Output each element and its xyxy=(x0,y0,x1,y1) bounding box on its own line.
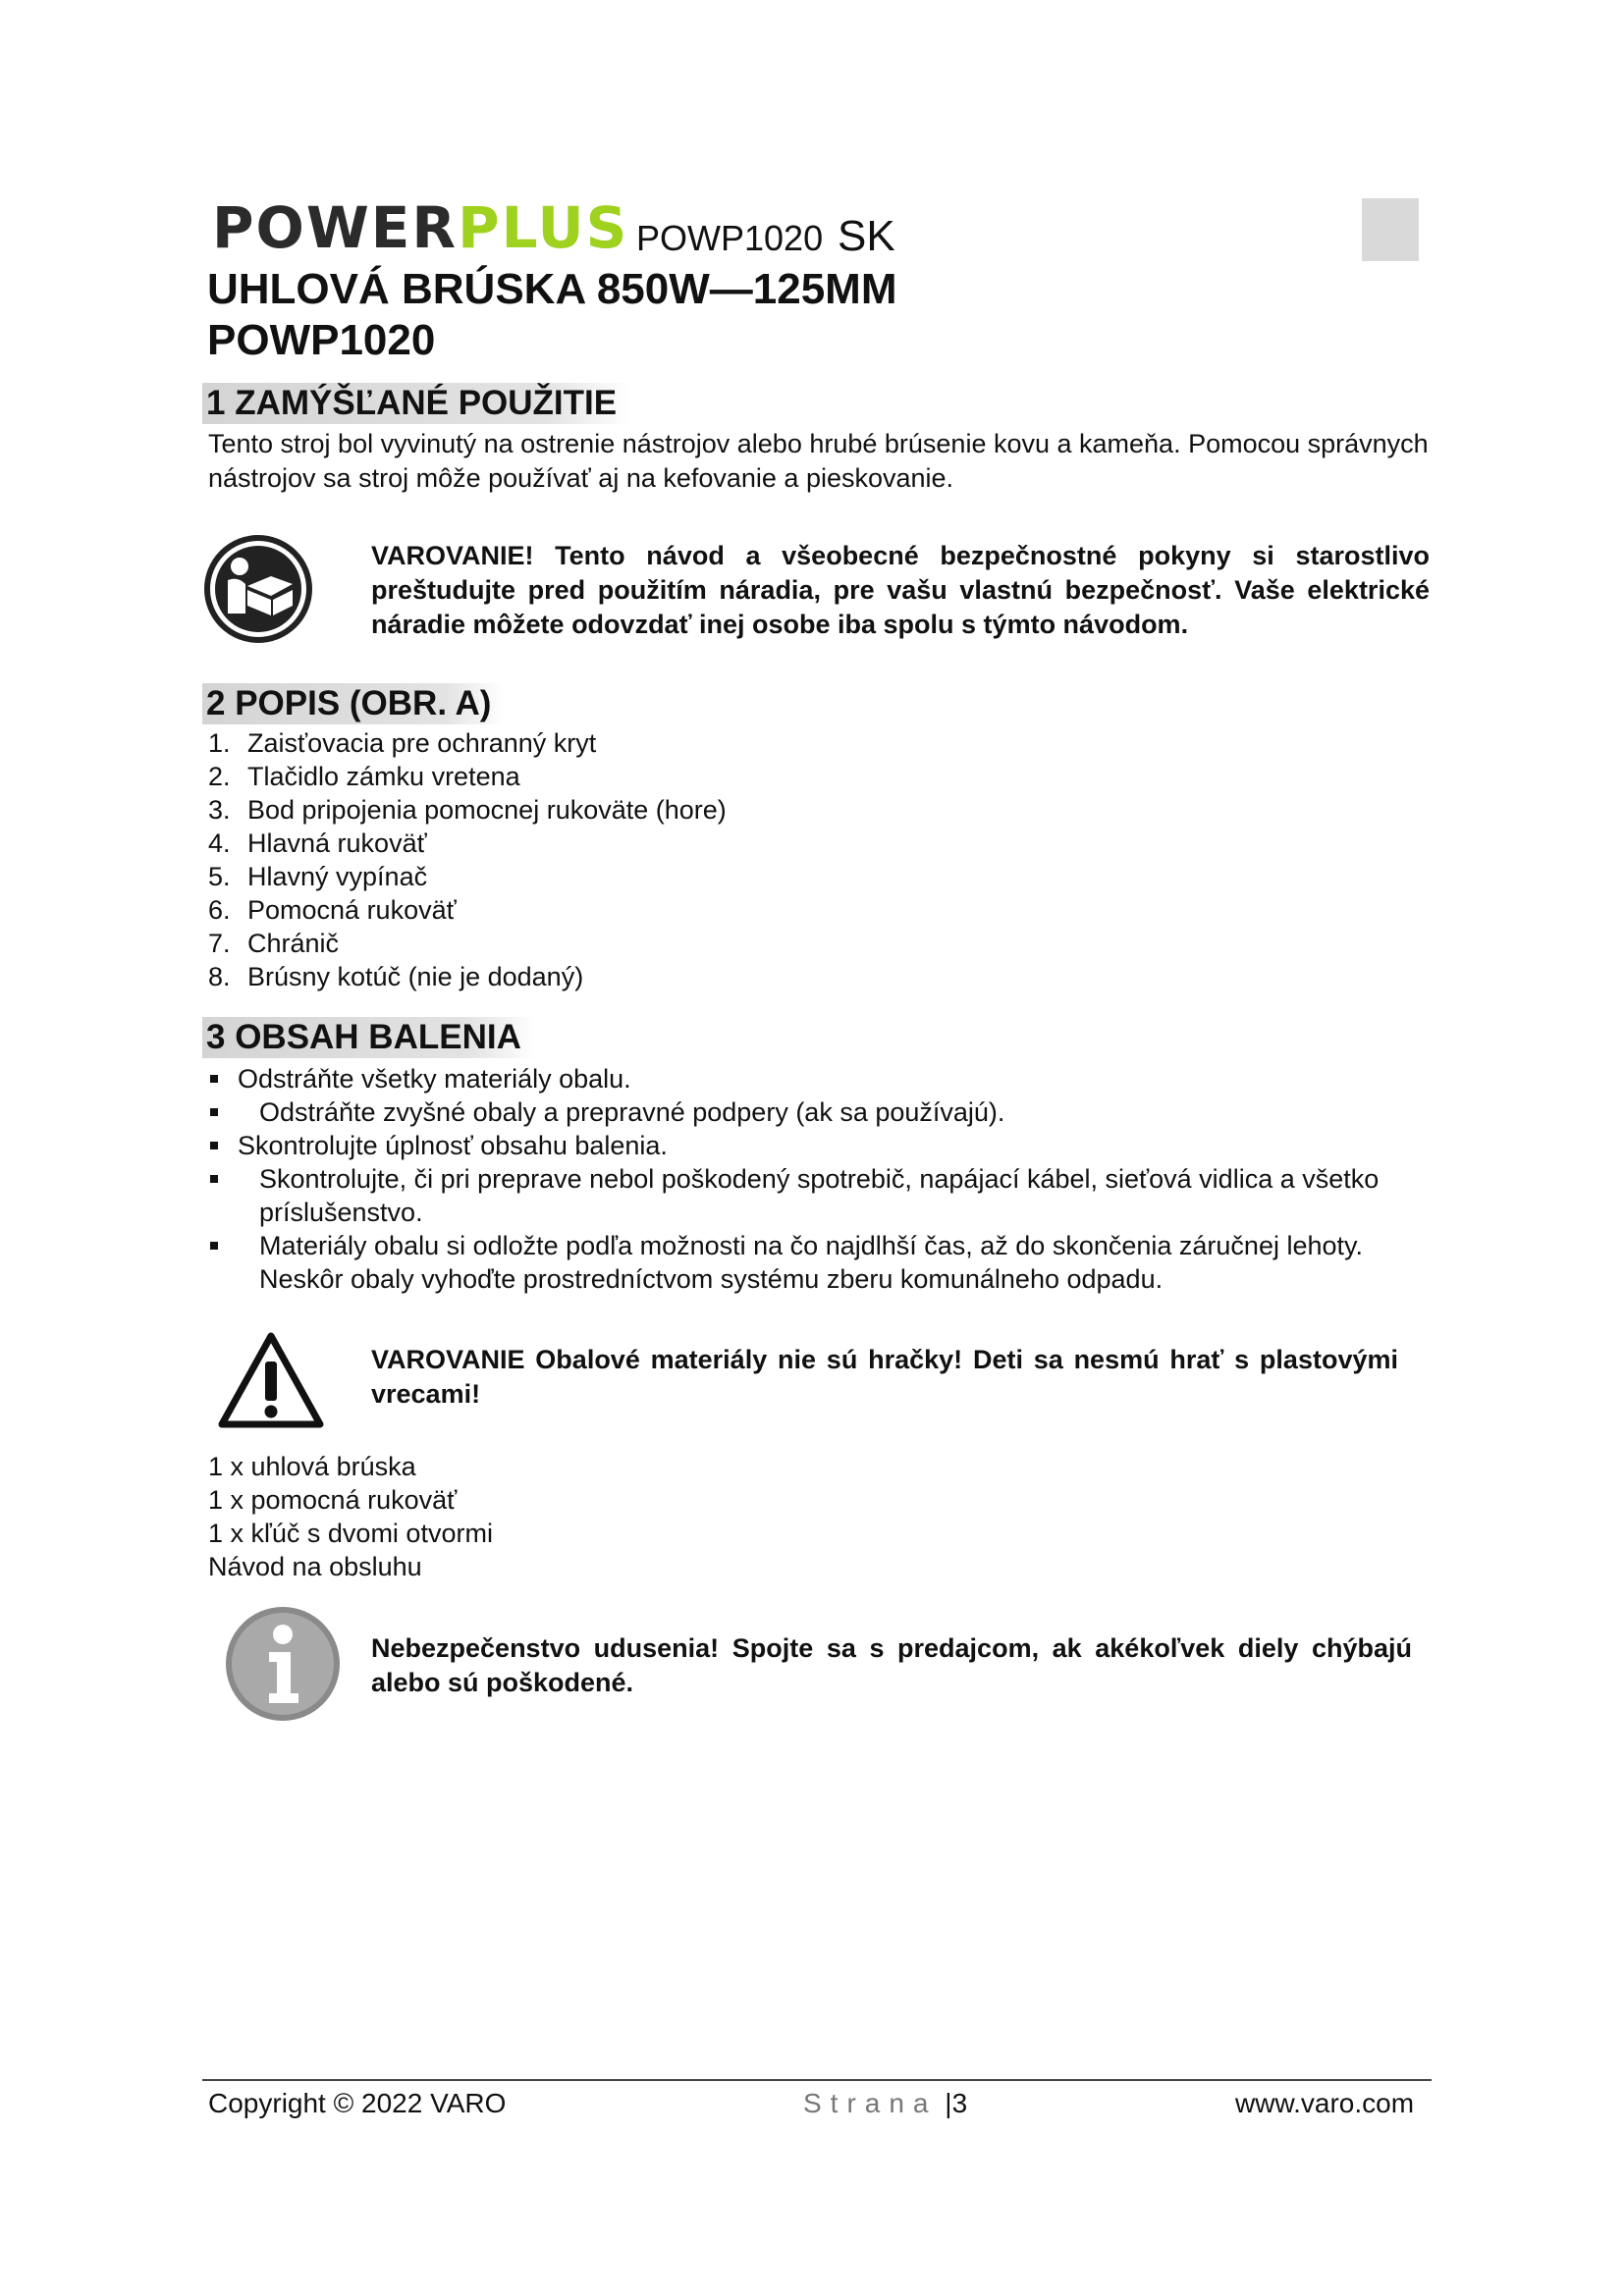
footer-website: www.varo.com xyxy=(1235,2088,1415,2118)
footer-divider xyxy=(202,2079,1432,2081)
bullet-icon xyxy=(210,1075,218,1083)
list-item: 1. Zaisťovacia pre ochranný kryt xyxy=(208,728,597,758)
unpacking-list xyxy=(208,1062,1426,1296)
list-item: 1 x kľúč s dvomi otvormi xyxy=(208,1519,493,1548)
footer-page-indicator: Strana |3 xyxy=(803,2088,968,2118)
warning-triangle-icon xyxy=(216,1330,326,1432)
list-item: 1 x uhlová brúska xyxy=(208,1452,416,1481)
warning-packaging: VAROVANIE Obalové materiály nie sú hračky! Deti sa nesmú hrať s plastovými vrecami! xyxy=(371,1345,1398,1409)
language-code: SK xyxy=(838,212,895,260)
list-item: 2. Tlačidlo zámku vretena xyxy=(208,762,520,791)
document-subtitle: POWP1020 xyxy=(207,316,436,364)
package-contents xyxy=(208,1450,493,1583)
list-item: 3. Bod pripojenia pomocnej rukoväte (hore) xyxy=(208,795,727,825)
corner-marker xyxy=(1362,198,1419,261)
list-item: 7. Chránič xyxy=(208,929,340,958)
list-item: Odstráňte zvyšné obaly a prepravné podpery (ak sa používajú). xyxy=(208,1095,1426,1129)
list-item: Návod na obsluhu xyxy=(208,1552,422,1581)
bullet-icon xyxy=(210,1108,218,1116)
list-item: 4. Hlavná rukoväť xyxy=(208,828,427,858)
page-number: 3 xyxy=(951,2088,968,2118)
bullet-icon xyxy=(210,1142,218,1149)
section-heading-description: 2 POPIS (OBR. A) xyxy=(202,683,505,724)
list-item: 6. Pomocná rukoväť xyxy=(208,895,457,925)
section-heading-intended-use: 1 ZAMÝŠĽANÉ POUŽITIE xyxy=(202,383,630,424)
info-icon xyxy=(222,1603,344,1725)
footer-copyright: Copyright © 2022 VARO xyxy=(208,2088,507,2118)
warning-read-manual: VAROVANIE! Tento návod a všeobecné bezpečnostné pokyny si starostlivo preštudujte pred použitím náradia, pre vašu vlastnú bezpečnosť. Vaše elektrické náradie môžete odovzdať inej osobe iba spolu s týmto návodom. xyxy=(371,541,1430,639)
parts-list xyxy=(208,726,727,993)
list-item: Skontrolujte úplnosť obsahu balenia. xyxy=(208,1129,1426,1162)
list-item: Skontrolujte, či pri preprave nebol poškodený spotrebič, napájací kábel, sieťová vidlica a všetko príslušenstvo. xyxy=(208,1162,1426,1229)
section-heading-package-contents: 3 OBSAH BALENIA xyxy=(202,1017,535,1058)
list-item: 5. Hlavný vypínač xyxy=(208,862,428,891)
model-number: POWP1020 xyxy=(636,218,824,258)
intended-use-text: Tento stroj bol vyvinutý na ostrenie nástrojov alebo hrubé brúsenie kovu a kameňa. Pomocou správnych nástrojov sa stroj môže používať aj na kefovanie a pieskovanie. xyxy=(208,429,1429,493)
brand-logo: POWERPLUS xyxy=(212,194,629,261)
list-item: 1 x pomocná rukoväť xyxy=(208,1485,458,1515)
list-item: 8. Brúsny kotúč (nie je dodaný) xyxy=(208,962,584,991)
read-manual-icon xyxy=(202,533,314,645)
info-missing-parts: Nebezpečenstvo udusenia! Spojte sa s predajcom, ak akékoľvek diely chýbajú alebo sú poškodené. xyxy=(371,1633,1412,1697)
list-item: Odstráňte všetky materiály obalu. xyxy=(208,1062,1426,1095)
bullet-icon xyxy=(210,1175,218,1183)
document-title: UHLOVÁ BRÚSKA 850W—125MM xyxy=(207,265,897,313)
bullet-icon xyxy=(210,1242,218,1250)
list-item: Materiály obalu si odložte podľa možnosti na čo najdlhší čas, až do skončenia záručnej lehoty. Neskôr obaly vyhoďte prostredníctvom systému zberu komunálneho odpadu. xyxy=(208,1229,1426,1296)
